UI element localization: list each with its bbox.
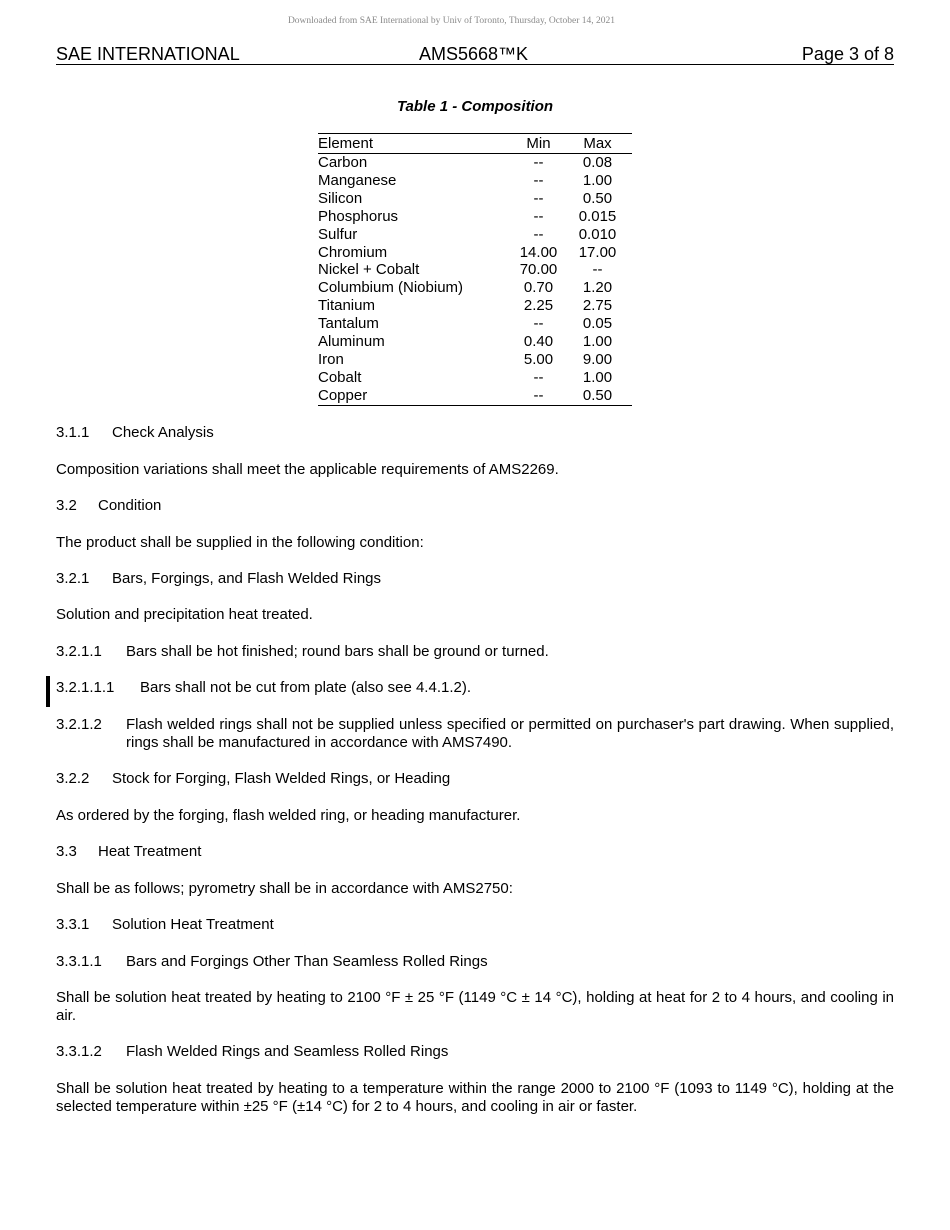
section-3-3-1-heading: 3.3.1 Solution Heat Treatment: [56, 916, 274, 933]
table-row: [318, 154, 632, 172]
header-org: SAE INTERNATIONAL: [56, 44, 240, 64]
max-cell: 1.00: [582, 333, 613, 351]
element-cell: Columbium (Niobium): [318, 279, 464, 297]
min-cell: 5.00: [523, 350, 554, 368]
table-header-row: [318, 134, 632, 154]
col-header-element: Element: [318, 134, 514, 154]
section-3-1-1-heading: 3.1.1 Check Analysis: [56, 424, 214, 441]
element-cell: Titanium: [318, 297, 375, 315]
header-page-number: Page 3 of 8: [801, 44, 894, 64]
max-cell: 0.50: [582, 386, 613, 404]
table-row: [318, 315, 632, 333]
element-cell: Phosphorus: [318, 207, 399, 225]
max-cell: --: [592, 261, 603, 279]
min-cell: 70.00: [519, 261, 558, 279]
element-cell: Aluminum: [318, 333, 385, 351]
min-cell: --: [533, 368, 544, 386]
element-cell: Manganese: [318, 171, 397, 189]
col-header-max: Max: [563, 134, 632, 154]
element-cell: Cobalt: [318, 368, 362, 386]
element-cell: Silicon: [318, 189, 363, 207]
element-cell: Copper: [318, 386, 368, 404]
max-cell: 9.00: [582, 350, 613, 368]
table-row: [318, 387, 632, 405]
section-3-3-body: Shall be as follows; pyrometry shall be in accordance with AMS2750:: [56, 880, 513, 897]
composition-table: [318, 133, 632, 406]
max-cell: 0.015: [578, 207, 617, 225]
section-3-2-body: The product shall be supplied in the following condition:: [56, 534, 424, 551]
page-header: [56, 44, 894, 65]
section-3-3-1-2-body: Shall be solution heat treated by heating to a temperature within the range 2000 to 2100 °F (1093 to 1149 °C), holding at the selected temperature within ±25 °F (±14 °C) for 2 to 4 hours, and cooling in air or faster.: [56, 1080, 894, 1115]
min-cell: --: [533, 386, 544, 404]
max-cell: 1.20: [582, 279, 613, 297]
min-cell: --: [533, 189, 544, 207]
max-cell: 1.00: [582, 171, 613, 189]
min-cell: --: [533, 315, 544, 333]
element-cell: Iron: [318, 350, 344, 368]
section-3-2-2-body: As ordered by the forging, flash welded ring, or heading manufacturer.: [56, 807, 521, 824]
section-3-3-1-1-heading: 3.3.1.1 Bars and Forgings Other Than Seamless Rolled Rings: [56, 953, 488, 970]
min-cell: 14.00: [519, 243, 558, 261]
table-row: [318, 279, 632, 297]
max-cell: 2.75: [582, 297, 613, 315]
table-row: [318, 226, 632, 244]
table-row: [318, 190, 632, 208]
min-cell: --: [533, 207, 544, 225]
header-doc-number: AMS5668™K: [419, 44, 529, 64]
max-cell: 0.08: [582, 154, 613, 171]
table-row: [318, 369, 632, 387]
max-cell: 0.50: [582, 189, 613, 207]
section-3-2-2-heading: 3.2.2 Stock for Forging, Flash Welded Rings, or Heading: [56, 770, 451, 787]
revision-change-bar: [46, 676, 50, 707]
section-3-2-heading: 3.2 Condition: [56, 497, 162, 514]
composition-table-body: [318, 154, 632, 406]
table-row: [318, 351, 632, 369]
max-cell: 0.05: [582, 315, 613, 333]
max-cell: 17.00: [578, 243, 617, 261]
element-cell: Carbon: [318, 154, 368, 171]
table-row: [318, 208, 632, 226]
min-cell: 2.25: [523, 297, 554, 315]
col-header-min: Min: [514, 134, 563, 154]
max-cell: 0.010: [578, 225, 617, 243]
section-3-2-1-heading: 3.2.1 Bars, Forgings, and Flash Welded Rings: [56, 570, 382, 587]
element-cell: Nickel + Cobalt: [318, 261, 420, 279]
table-row: [318, 261, 632, 279]
max-cell: 1.00: [582, 368, 613, 386]
element-cell: Chromium: [318, 243, 388, 261]
table-row: [318, 297, 632, 315]
section-3-2-1-2: 3.2.1.2 Flash welded rings shall not be supplied unless specified or permitted on purchaser's part drawing. When supplied, rings shall be manufactured in accordance with AMS7490.: [56, 716, 894, 751]
section-3-3-1-1-body: Shall be solution heat treated by heating to 2100 °F ± 25 °F (1149 °C ± 14 °C), holding at heat for 2 to 4 hours, and cooling in air.: [56, 989, 894, 1024]
section-3-2-1-1: 3.2.1.1 Bars shall be hot finished; round bars shall be ground or turned.: [56, 643, 549, 660]
section-3-2-1-1-1: 3.2.1.1.1 Bars shall not be cut from plate (also see 4.4.1.2).: [56, 679, 472, 696]
min-cell: --: [533, 154, 544, 171]
download-watermark: Downloaded from SAE International by Univ of Toronto, Thursday, October 14, 2021: [287, 16, 616, 26]
section-3-3-heading: 3.3 Heat Treatment: [56, 843, 202, 860]
section-3-1-1-body: Composition variations shall meet the applicable requirements of AMS2269.: [56, 461, 559, 478]
min-cell: --: [533, 225, 544, 243]
table-row: [318, 244, 632, 262]
min-cell: 0.70: [523, 279, 554, 297]
min-cell: 0.40: [523, 333, 554, 351]
section-3-2-1-body: Solution and precipitation heat treated.: [56, 606, 313, 623]
element-cell: Sulfur: [318, 225, 358, 243]
element-cell: Tantalum: [318, 315, 379, 333]
table-row: [318, 333, 632, 351]
table-row: [318, 172, 632, 190]
section-3-3-1-2-heading: 3.3.1.2 Flash Welded Rings and Seamless Rolled Rings: [56, 1043, 449, 1060]
min-cell: --: [533, 171, 544, 189]
table-caption: Table 1 - Composition: [396, 98, 554, 115]
